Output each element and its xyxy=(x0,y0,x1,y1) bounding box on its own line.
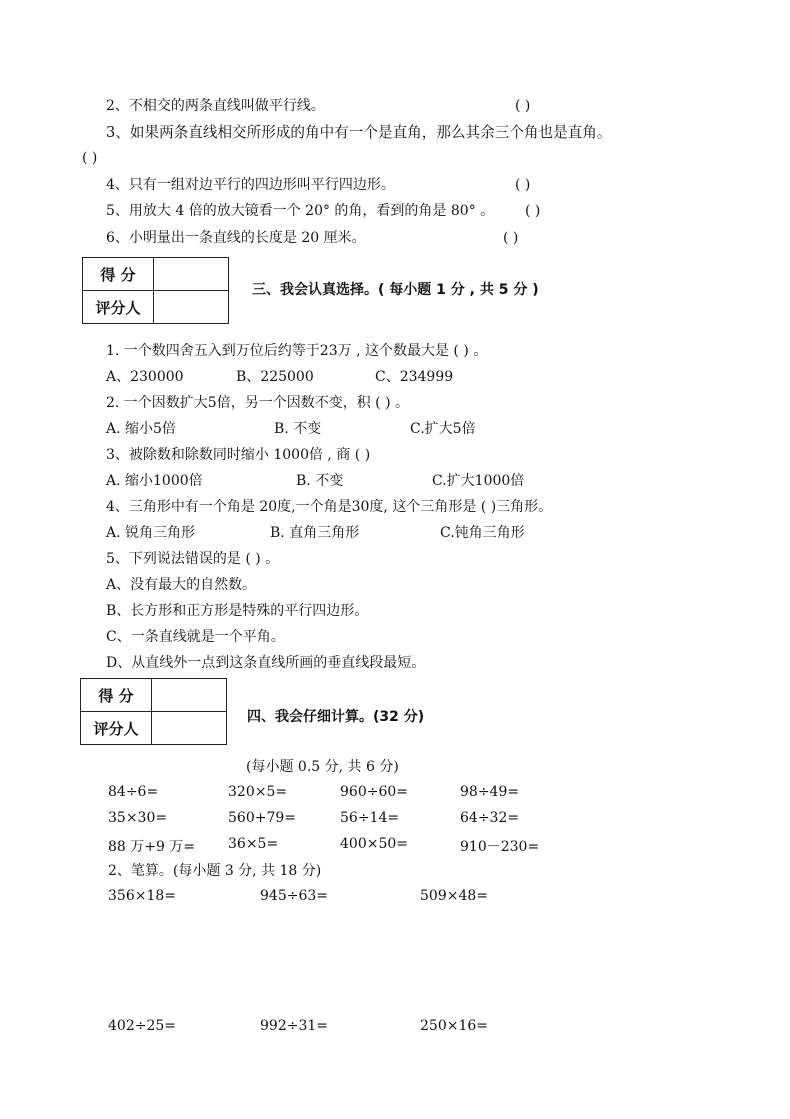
judge-item-5: 5、用放大 4 倍的放大镜看一个 20° 的角，看到的角是 80° 。 xyxy=(106,203,495,219)
grader-label: 评分人 xyxy=(83,291,154,324)
choice-q2-opt-c[interactable]: C.扩大5倍 xyxy=(410,421,476,437)
choice-q1-opt-a[interactable]: A、230000 xyxy=(106,369,184,385)
choice-q5: 5、下列说法错误的是 ( ) 。 xyxy=(106,551,280,567)
choice-q1-opt-b[interactable]: B、225000 xyxy=(236,369,314,385)
grader-cell[interactable] xyxy=(152,712,227,745)
choice-q3-opt-a[interactable]: A. 缩小1000倍 xyxy=(106,473,203,489)
choice-q4-opt-c[interactable]: C.钝角三角形 xyxy=(440,525,525,541)
calc-item[interactable]: 560+79= xyxy=(228,810,296,826)
judge-item-6: 6、小明量出一条直线的长度是 20 厘米。 xyxy=(106,230,366,246)
judge-item-3: 3、如果两条直线相交所形成的角中有一个是直角，那么其余三个角也是直角。 xyxy=(106,124,612,141)
calc-item[interactable]: 320×5= xyxy=(228,784,288,800)
score-box xyxy=(82,257,229,324)
calc-item[interactable]: 509×48= xyxy=(420,888,488,904)
answer-paren[interactable]: ( ) xyxy=(515,98,531,114)
answer-paren[interactable]: ( ) xyxy=(515,177,531,193)
choice-q3-opt-b[interactable]: B. 不变 xyxy=(296,473,344,489)
choice-q3: 3、被除数和除数同时缩小 1000倍 , 商 ( ) xyxy=(106,447,371,463)
calc-item[interactable]: 98÷49= xyxy=(460,784,520,800)
grader-label: 评分人 xyxy=(81,712,152,745)
calc-item[interactable]: 64÷32= xyxy=(460,810,520,826)
calc-item[interactable]: 356×18= xyxy=(108,888,176,904)
choice-q5-opt-a[interactable]: A、没有最大的自然数。 xyxy=(106,577,257,593)
oral-calc-subtitle: (每小题 0.5 分, 共 6 分) xyxy=(246,759,399,775)
calc-item[interactable]: 84÷6= xyxy=(108,784,159,800)
choice-q1: 1. 一个数四舍五入到万位后约等于23万 , 这个数最大是 ( ) 。 xyxy=(106,343,488,359)
choice-q4: 4、三角形中有一个角是 20度,一个角是30度, 这个三角形是 ( )三角形。 xyxy=(106,499,553,515)
score-box xyxy=(80,678,227,745)
calc-item[interactable]: 88 万+9 万= xyxy=(108,839,196,855)
calc-item[interactable]: 945÷63= xyxy=(260,888,328,904)
score-label: 得 分 xyxy=(81,679,152,712)
score-label: 得 分 xyxy=(83,258,154,291)
choice-q3-opt-c[interactable]: C.扩大1000倍 xyxy=(432,473,525,489)
choice-q4-opt-a[interactable]: A. 锐角三角形 xyxy=(106,525,196,541)
choice-q1-opt-c[interactable]: C、234999 xyxy=(375,369,454,385)
score-cell[interactable] xyxy=(152,679,227,712)
calc-item[interactable]: 250×16= xyxy=(420,1018,488,1034)
judge-item-2: 2、不相交的两条直线叫做平行线。 xyxy=(106,98,325,114)
choice-q5-opt-b[interactable]: B、长方形和正方形是特殊的平行四边形。 xyxy=(106,603,369,619)
calc-item[interactable]: 400×50= xyxy=(340,836,408,852)
calc-item[interactable]: 36×5= xyxy=(228,836,279,852)
choice-q5-opt-d[interactable]: D、从直线外一点到这条直线所画的垂直线段最短。 xyxy=(106,655,426,671)
choice-q4-opt-b[interactable]: B. 直角三角形 xyxy=(270,525,360,541)
grader-cell[interactable] xyxy=(154,291,229,324)
calc-item[interactable]: 56÷14= xyxy=(340,810,400,826)
score-cell[interactable] xyxy=(154,258,229,291)
calc-item[interactable]: 992÷31= xyxy=(260,1018,328,1034)
calc-item[interactable]: 910－230= xyxy=(460,839,540,855)
answer-paren[interactable]: ( ) xyxy=(82,150,98,166)
choice-q2-opt-a[interactable]: A. 缩小5倍 xyxy=(106,421,176,437)
answer-paren[interactable]: ( ) xyxy=(525,203,541,219)
calc-item[interactable]: 35×30= xyxy=(108,810,168,826)
section-4-title: 四、我会仔细计算。(32 分) xyxy=(247,709,425,725)
answer-paren[interactable]: ( ) xyxy=(503,230,519,246)
written-calc-subtitle: 2、笔算。(每小题 3 分, 共 18 分) xyxy=(108,863,322,879)
choice-q2-opt-b[interactable]: B. 不变 xyxy=(274,421,322,437)
calc-item[interactable]: 402÷25= xyxy=(108,1018,176,1034)
judge-item-4: 4、只有一组对边平行的四边形叫平行四边形。 xyxy=(106,177,395,193)
choice-q2: 2. 一个因数扩大5倍，另一个因数不变，积 ( ) 。 xyxy=(106,395,409,411)
choice-q5-opt-c[interactable]: C、一条直线就是一个平角。 xyxy=(106,629,285,645)
section-3-title: 三、我会认真选择。( 每小题 1 分 , 共 5 分 ) xyxy=(252,282,539,298)
calc-item[interactable]: 960÷60= xyxy=(340,784,408,800)
